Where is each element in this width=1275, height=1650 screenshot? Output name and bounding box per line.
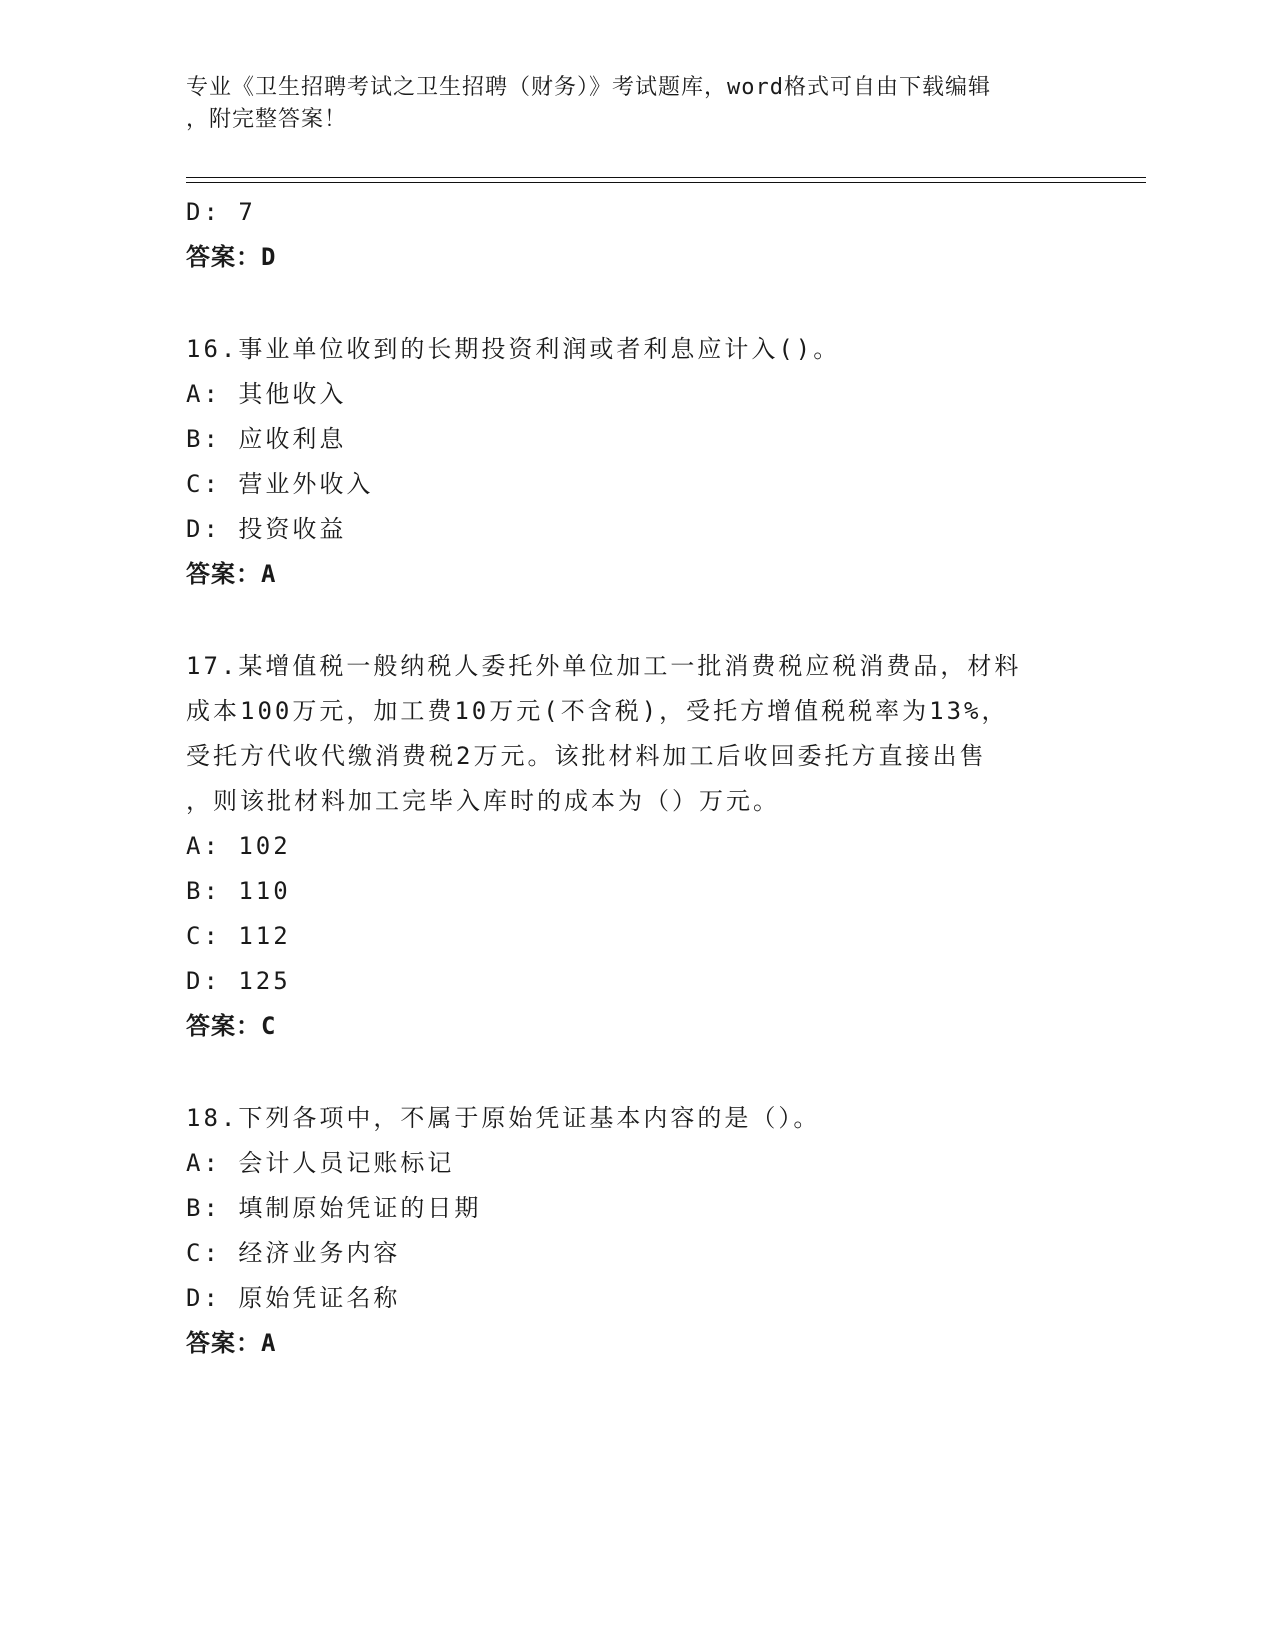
header-line-1: 专业《卫生招聘考试之卫生招聘（财务）》考试题库，word格式可自由下载编辑 bbox=[186, 75, 991, 100]
spacer bbox=[186, 597, 1086, 644]
question-17-option-b: B: 110 bbox=[186, 877, 291, 905]
spacer bbox=[186, 1049, 1086, 1096]
question-18-option-b: B: 填制原始凭证的日期 bbox=[186, 1194, 482, 1222]
spacer bbox=[186, 280, 1086, 327]
question-16-answer: 答案：A bbox=[186, 560, 277, 588]
question-16-option-d: D: 投资收益 bbox=[186, 515, 347, 543]
question-content bbox=[186, 190, 1086, 1366]
question-16-stem: 16.事业单位收到的长期投资利润或者利息应计入()。 bbox=[186, 335, 841, 363]
header-divider-top bbox=[186, 177, 1146, 178]
question-17-stem-line: 17.某增值税一般纳税人委托外单位加工一批消费税应税消费品，材料 bbox=[186, 652, 1022, 680]
question-17-answer: 答案：C bbox=[186, 1012, 277, 1040]
prev-option-d: D: 7 bbox=[186, 198, 256, 226]
question-17-stem-line: 受托方代收代缴消费税2万元。该批材料加工后收回委托方直接出售 bbox=[186, 742, 987, 770]
header-divider-bottom bbox=[186, 182, 1146, 183]
header-line-2: ，附完整答案！ bbox=[186, 107, 348, 132]
question-18 bbox=[186, 1096, 1086, 1141]
question-16 bbox=[186, 327, 1086, 372]
document-header bbox=[186, 72, 1066, 136]
question-17-stem-line: ，则该批材料加工完毕入库时的成本为（）万元。 bbox=[186, 787, 780, 815]
question-18-answer: 答案：A bbox=[186, 1329, 277, 1357]
question-18-option-d: D: 原始凭证名称 bbox=[186, 1284, 401, 1312]
question-17 bbox=[186, 644, 1086, 824]
question-16-option-a: A: 其他收入 bbox=[186, 380, 347, 408]
question-17-stem-line: 成本100万元，加工费10万元(不含税)，受托方增值税税率为13%， bbox=[186, 697, 1009, 725]
question-16-option-c: C: 营业外收入 bbox=[186, 470, 374, 498]
question-17-option-d: D: 125 bbox=[186, 967, 291, 995]
question-17-option-a: A: 102 bbox=[186, 832, 291, 860]
question-17-option-c: C: 112 bbox=[186, 922, 291, 950]
question-18-stem: 18.下列各项中，不属于原始凭证基本内容的是（）。 bbox=[186, 1104, 821, 1132]
question-16-option-b: B: 应收利息 bbox=[186, 425, 347, 453]
prev-answer: 答案：D bbox=[186, 243, 277, 271]
question-18-option-c: C: 经济业务内容 bbox=[186, 1239, 401, 1267]
question-18-option-a: A: 会计人员记账标记 bbox=[186, 1149, 455, 1177]
